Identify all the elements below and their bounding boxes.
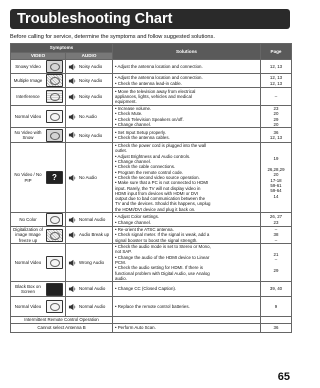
page-ref: 12, 13 <box>269 135 283 141</box>
audio-symptom-cell <box>66 60 113 74</box>
video-symptom-cell <box>11 74 66 88</box>
page-ref: 23 <box>273 219 279 225</box>
page-ref: 29 <box>273 116 279 122</box>
video-symptom-cell <box>11 143 66 213</box>
audio-symptom-label: Normal Audio <box>79 286 106 292</box>
audio-symptom-label: Noisy Audio <box>79 63 103 69</box>
intro-text: Before calling for service, determine the symptoms and follow suggested solutions. <box>10 34 215 40</box>
audio-symptom-label: Noisy Audio <box>79 77 103 83</box>
speaker-icon <box>68 131 77 139</box>
video-header: VIDEO <box>11 53 66 60</box>
page-ref: 14 <box>273 193 279 199</box>
video-symptom-label: Normal Video <box>14 113 42 119</box>
solution-line: • Check the cable connections. <box>115 164 176 170</box>
solution-line: • Check Mute. <box>115 111 143 117</box>
solution-line: • Change channel. <box>115 159 151 165</box>
solution-line: • Move the television away from electrical <box>115 88 196 94</box>
tv-screen-icon <box>46 90 63 103</box>
solutions-cell <box>113 143 261 213</box>
page-ref: 21 <box>273 251 279 257</box>
table-row <box>11 143 292 213</box>
table-row <box>11 244 292 282</box>
solutions-cell <box>113 106 261 128</box>
solution-line: • Change the audio of the HDMI device to Linear <box>115 254 210 260</box>
video-symptom-cell <box>11 297 66 317</box>
page-ref-cell <box>261 244 292 282</box>
audio-symptom-label: Noisy Audio <box>79 132 103 138</box>
video-symptom-cell <box>11 244 66 282</box>
video-symptom-label: No Video / No PIP <box>14 172 42 183</box>
audio-symptom-cell <box>66 143 113 213</box>
solution-line: • Check the audio setting for HDMI. If there is <box>115 265 203 271</box>
page-ref: 9 <box>274 303 278 309</box>
solution-line: outlet. <box>115 148 127 154</box>
solution-line: PCM. <box>115 259 126 265</box>
table-row <box>11 227 292 244</box>
solution-line: • Program the remote control code. <box>115 169 184 175</box>
audio-symptom-cell <box>66 128 113 143</box>
solution-line: • Check signal meter. If the signal is weak, add a <box>115 232 210 238</box>
table-row <box>11 128 292 143</box>
solution-line: the HDMI/DVI device and plug it back on. <box>115 206 196 212</box>
solution-line: TV and the devices. Should this happens, unplug <box>115 201 211 207</box>
solutions-cell <box>113 227 261 244</box>
video-symptom-label: No Color <box>19 216 37 222</box>
tv-screen-icon <box>46 129 63 142</box>
solution-line: • Re-orient the ATSC antenna. <box>115 227 174 233</box>
troubleshooting-table <box>10 43 292 333</box>
tv-screen-icon <box>46 213 63 226</box>
page-ref: 39, 40 <box>269 286 283 292</box>
page-ref: 12, 13 <box>269 80 283 86</box>
audio-symptom-label: Normal Audio <box>79 216 106 222</box>
speaker-icon <box>68 231 77 239</box>
page-ref-cell <box>261 282 292 297</box>
tv-screen-icon: ? <box>46 171 63 184</box>
empty-cell <box>261 317 292 324</box>
video-symptom-cell <box>11 282 66 297</box>
video-symptom-cell <box>11 88 66 106</box>
speaker-icon <box>68 63 77 71</box>
tv-screen-icon <box>46 283 63 296</box>
page-ref: 59-61 <box>270 182 282 188</box>
solution-line: • Set Input Setup properly. <box>115 129 167 135</box>
table-row <box>11 88 292 106</box>
page-ref-cell <box>261 143 292 213</box>
speaker-icon <box>68 174 77 182</box>
tv-screen-icon <box>46 60 63 73</box>
table-row <box>11 60 292 74</box>
video-symptom-cell <box>11 60 66 74</box>
symptoms-header: Symptoms <box>11 44 113 53</box>
page-ref-cell <box>261 88 292 106</box>
page-number: 65 <box>277 371 290 383</box>
solution-line: • Check Television Speakers on/off. <box>115 116 184 122</box>
audio-symptom-label: Wrong Audio <box>79 259 105 265</box>
solutions-header: Solutions <box>113 44 261 60</box>
intermittent-remote-label: Intermittent Remote Control Operation <box>11 317 113 324</box>
audio-symptom-cell <box>66 282 113 297</box>
page-ref: 26, 27 <box>269 214 283 220</box>
solutions-cell <box>113 282 261 297</box>
video-symptom-label: Multiple Image <box>13 77 43 83</box>
audio-symptom-cell <box>66 74 113 88</box>
video-symptom-label: Snowy Video <box>15 63 41 69</box>
video-symptom-label: Black Box on Screen <box>15 283 41 295</box>
page-ref-cell: 36 <box>261 324 292 333</box>
video-symptom-label: Interference <box>16 93 40 99</box>
video-symptom-cell <box>11 213 66 227</box>
solution-line: HDMI input from devices with HDMI or DVI <box>115 190 199 196</box>
page-ref: – <box>274 227 278 233</box>
solution-line: • Check the audio mode is set to Stereo or Mono, <box>115 244 211 250</box>
video-symptom-label: Normal Video <box>14 303 42 309</box>
solutions-cell <box>113 244 261 282</box>
tv-screen-icon <box>46 256 63 269</box>
page-ref: 19 <box>273 156 279 162</box>
cannot-select-antenna-label: Cannot select Antenna B <box>11 324 113 333</box>
solution-line: • Adjust the antenna location and connection. <box>115 63 203 69</box>
video-symptom-cell <box>11 227 66 244</box>
solution-line: equipment. <box>115 99 137 105</box>
page-ref: – <box>274 237 278 243</box>
solution-line: • Adjust the antenna location and connection. <box>115 75 203 81</box>
audio-symptom-cell <box>66 297 113 317</box>
audio-symptom-label: No Audio <box>79 174 97 180</box>
solution-line: • Check the antenna lead-in cable. <box>115 80 182 86</box>
solution-line: input. Rarely, the TV will not display video in <box>115 185 201 191</box>
solutions-cell <box>113 297 261 317</box>
audio-symptom-label: Normal Audio <box>79 303 106 309</box>
audio-symptom-label: No Audio <box>79 113 97 119</box>
page-ref: 29 <box>273 267 279 273</box>
video-symptom-cell <box>11 106 66 128</box>
page-ref: 38 <box>273 232 279 238</box>
speaker-icon <box>68 93 77 101</box>
tv-screen-icon <box>46 229 63 242</box>
audio-symptom-label: Noisy Audio <box>79 93 103 99</box>
video-symptom-cell <box>11 128 66 143</box>
solutions-cell <box>113 213 261 227</box>
speaker-icon <box>68 303 77 311</box>
table-row <box>11 282 292 297</box>
table-row <box>11 74 292 88</box>
page-ref: 12, 13 <box>269 63 283 69</box>
page-ref-cell <box>261 60 292 74</box>
solution-line: audio. <box>115 275 127 281</box>
audio-symptom-label: Audio Break up <box>79 232 110 238</box>
page-title: Troubleshooting Chart <box>10 9 290 29</box>
empty-cell <box>113 317 261 324</box>
solution-line: • Change channel. <box>115 219 151 225</box>
page-ref: 12, 13 <box>269 75 283 81</box>
audio-symptom-cell <box>66 244 113 282</box>
solution-line: functional problem with Digital Audio, use Analog <box>115 270 210 276</box>
page-ref: 23 <box>273 106 279 111</box>
tv-screen-icon <box>46 110 63 123</box>
table-row <box>11 324 292 333</box>
solution-line: not SAP. <box>115 249 132 255</box>
solutions-cell: • Perform Auto Scan. <box>113 324 261 333</box>
speaker-icon <box>68 259 77 267</box>
page-ref: 20 <box>273 121 279 127</box>
solution-line: • Adjust Brightness and Audio controls. <box>115 153 191 159</box>
page-ref-cell <box>261 128 292 143</box>
solution-line: signal booster to boost the signal strength. <box>115 237 198 243</box>
table-row <box>11 297 292 317</box>
page-ref-cell <box>261 213 292 227</box>
speaker-icon <box>68 216 77 224</box>
solution-line: • Check the second video source operation. <box>115 174 200 180</box>
page-header: Page <box>261 44 292 60</box>
tv-screen-icon <box>46 300 63 313</box>
page-ref-cell <box>261 297 292 317</box>
solutions-cell <box>113 88 261 106</box>
page-ref: 17-18 <box>270 177 282 183</box>
solutions-cell <box>113 74 261 88</box>
solution-line: • Make sure that a PC is not connected to HDMI <box>115 180 209 186</box>
table-row <box>11 106 292 128</box>
page-ref: 36 <box>273 129 279 135</box>
page-ref-cell <box>261 74 292 88</box>
audio-symptom-cell <box>66 88 113 106</box>
speaker-icon <box>68 113 77 121</box>
table-row <box>11 213 292 227</box>
solution-line: • Check the antenna cables. <box>115 135 170 141</box>
tv-screen-icon <box>46 74 63 87</box>
solution-line: • Increase volume. <box>115 106 152 111</box>
audio-symptom-cell <box>66 106 113 128</box>
audio-symptom-cell <box>66 227 113 244</box>
page-ref-cell <box>261 227 292 244</box>
solution-line: • Replace the remote control batteries. <box>115 303 190 309</box>
page-ref: 26,28,29 <box>267 167 285 173</box>
video-symptom-label: Normal Video <box>14 259 42 265</box>
solution-line: • Adjust Color settings. <box>115 214 160 220</box>
page-ref: – <box>274 257 278 263</box>
speaker-icon <box>68 285 77 293</box>
page-ref: 20 <box>273 111 279 117</box>
video-symptom-label: Digitalization of image Image freeze up <box>13 227 43 243</box>
table-row <box>11 317 292 324</box>
audio-symptom-cell <box>66 213 113 227</box>
speaker-icon <box>68 77 77 85</box>
solutions-cell <box>113 60 261 74</box>
page-ref: 59-64 <box>270 188 282 194</box>
page-ref-cell <box>261 106 292 128</box>
solution-line: • Change CC (Closed Caption). <box>115 286 177 292</box>
solution-line: • Check the power cord is plugged into the wall <box>115 143 207 149</box>
solution-line: output due to bad communication between the <box>115 196 206 202</box>
audio-header: AUDIO <box>66 53 113 60</box>
solution-line: appliances, lights, vehicles and medical <box>115 93 192 99</box>
page-ref: – <box>274 93 278 99</box>
page-ref: 20 <box>273 172 279 178</box>
solution-line: • Change channel. <box>115 121 151 127</box>
solutions-cell <box>113 128 261 143</box>
video-symptom-label: No Video with Snow <box>14 129 42 141</box>
